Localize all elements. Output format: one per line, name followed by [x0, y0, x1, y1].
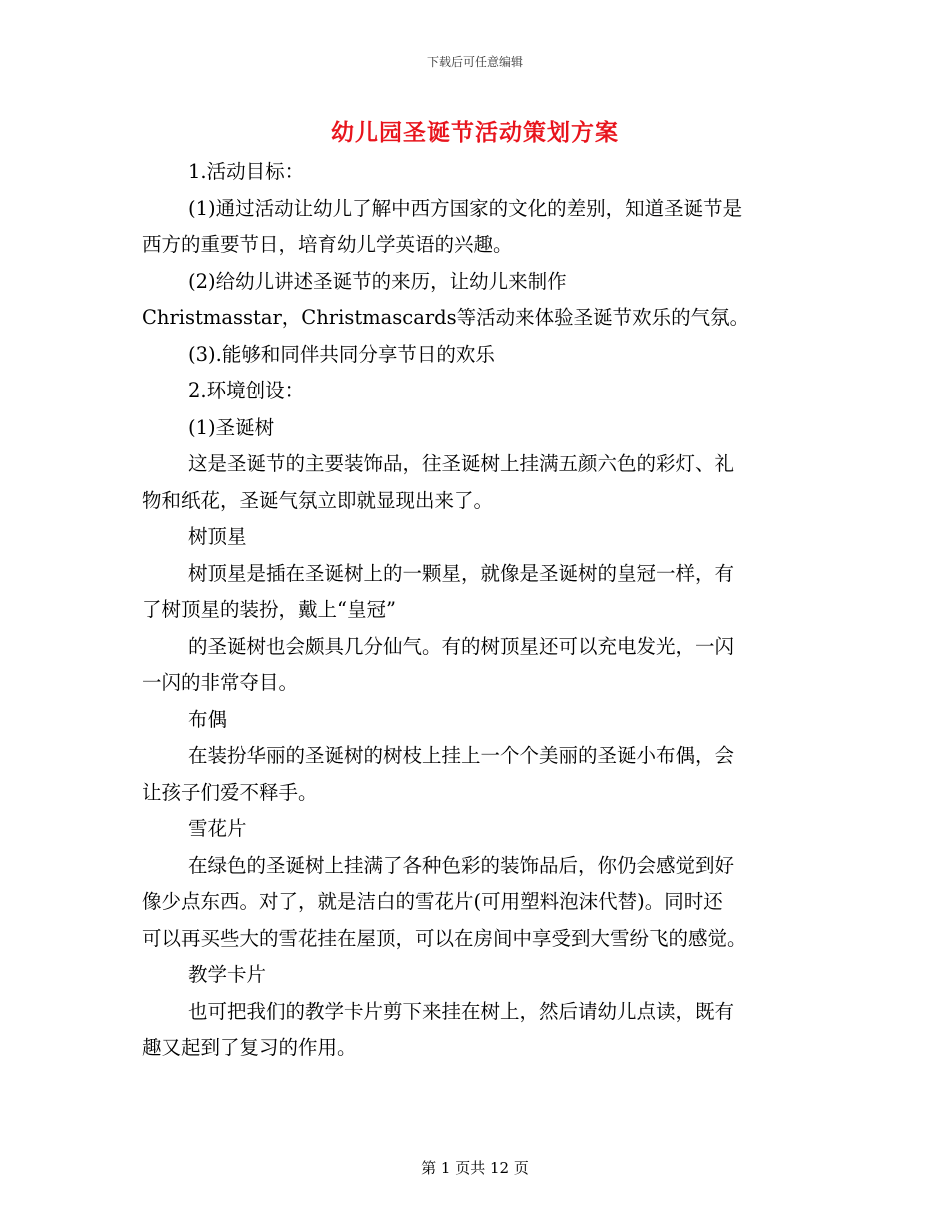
paragraph-line: Christmasstar，Christmascards等活动来体验圣诞节欢乐的气氛。 [142, 306, 750, 329]
paragraph-line: 树顶星是插在圣诞树上的一颗星，就像是圣诞树的皇冠一样，有 [188, 561, 735, 585]
paragraph-line: 可以再买些大的雪花挂在屋顶，可以在房间中享受到大雪纷飞的感觉。 [142, 926, 747, 950]
paragraph-line: 让孩子们爱不释手。 [142, 780, 318, 804]
paragraph-line: 也可把我们的教学卡片剪下来挂在树上，然后请幼儿点读，既有 [188, 999, 735, 1023]
paragraph-line: 像少点东西。对了，就是洁白的雪花片(可用塑料泡沫代替)。同时还 [142, 890, 723, 913]
subsection-heading: 树顶星 [188, 525, 247, 548]
subsection-heading: 布偶 [188, 707, 228, 731]
page-footer: 第 1 页共 12 页 [421, 1159, 529, 1177]
paragraph-line: 这是圣诞节的主要装饰品，往圣诞树上挂满五颜六色的彩灯、礼 [188, 452, 735, 475]
paragraph-line: 一闪的非常夺目。 [142, 671, 299, 694]
subsection-heading: (1)圣诞树 [188, 415, 275, 439]
document-title: 幼儿园圣诞节活动策划方案 [331, 119, 619, 146]
header-note: 下载后可任意编辑 [426, 55, 523, 69]
paragraph: 1.活动目标： [188, 160, 305, 183]
paragraph-line: (2)给幼儿讲述圣诞节的来历，让幼儿来制作 [188, 269, 567, 293]
paragraph-line: 物和纸花，圣诞气氛立即就显现出来了。 [142, 488, 494, 512]
subsection-heading: 雪花片 [188, 817, 247, 840]
subsection-heading: 教学卡片 [188, 963, 267, 986]
section-heading: 2.环境创设： [188, 379, 305, 402]
paragraph-line: 了树顶星的装扮，戴上“皇冠” [142, 598, 396, 621]
paragraph-line: 在装扮华丽的圣诞树的树枝上挂上一个个美丽的圣诞小布偶，会 [188, 744, 735, 767]
paragraph: (3).能够和同伴共同分享节日的欢乐 [188, 342, 495, 366]
paragraph-line: 在绿色的圣诞树上挂满了各种色彩的装饰品后，你仍会感觉到好 [188, 853, 735, 877]
paragraph-line: 趣又起到了复习的作用。 [142, 1036, 357, 1059]
document-body [142, 154, 810, 1067]
paragraph-line: 西方的重要节日，培育幼儿学英语的兴趣。 [142, 233, 513, 256]
paragraph-line: 的圣诞树也会颇具几分仙气。有的树顶星还可以充电发光，一闪 [188, 634, 735, 658]
paragraph-line: (1)通过活动让幼儿了解中西方国家的文化的差别，知道圣诞节是 [188, 196, 743, 220]
